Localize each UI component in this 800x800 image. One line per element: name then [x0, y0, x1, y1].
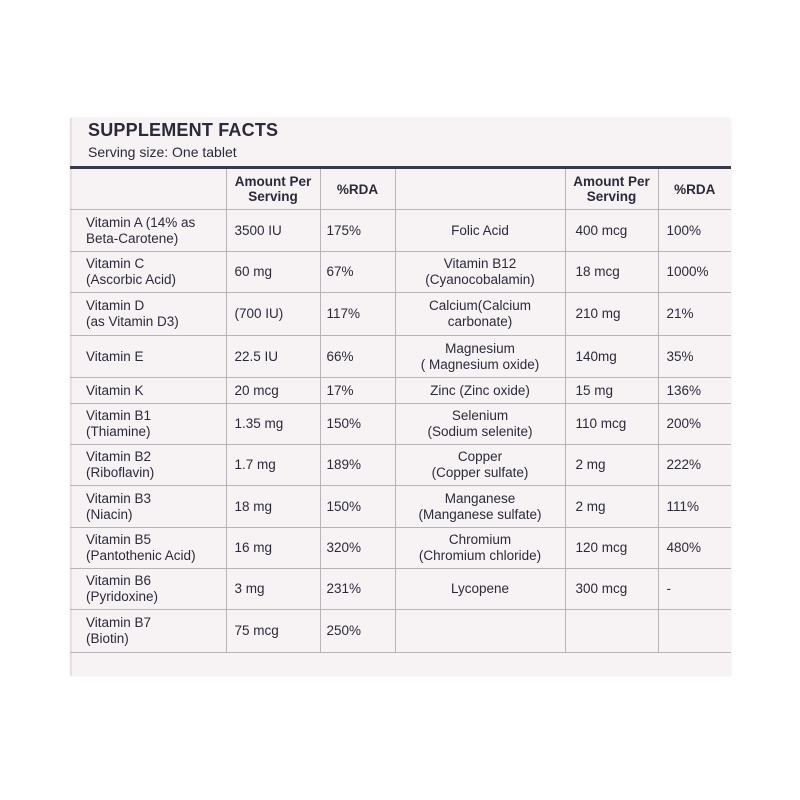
nutrient-name: Vitamin D (as Vitamin D3)	[86, 298, 179, 329]
nutrient-rda-cell	[320, 610, 395, 653]
nutrient-rda: 175%	[326, 222, 362, 238]
panel-title: SUPPLEMENT FACTS	[88, 120, 279, 140]
supplement-facts-label	[70, 118, 731, 676]
nutrient-name: Vitamin B1 (Thiamine)	[86, 408, 152, 439]
nutrient-name-cell	[395, 569, 565, 610]
nutrient-amount: 22.5 IU	[234, 348, 279, 364]
nutrient-rda: 1000%	[666, 264, 709, 279]
amount-header-right: Amount Per Serving	[565, 169, 658, 210]
nutrient-name: Vitamin C (Ascorbic Acid)	[86, 256, 177, 287]
nutrient-amount-cell	[565, 378, 658, 404]
nutrient-rda: 21%	[666, 306, 694, 321]
nutrient-amount-cell	[226, 336, 320, 378]
table-row	[70, 252, 731, 293]
nutrient-name-cell	[395, 378, 565, 404]
nutrient-rda: 136%	[666, 382, 702, 398]
nutrient-rda: 117%	[326, 306, 361, 321]
nutrient-name: Vitamin E	[86, 348, 144, 364]
nutrient-amount-cell	[226, 252, 320, 293]
nutrient-amount: 15 mg	[575, 382, 614, 398]
nutrient-amount-cell	[226, 569, 320, 610]
nutrient-name-cell	[70, 528, 226, 569]
nutrient-amount: 300 mcg	[575, 581, 628, 596]
nutrient-name: Vitamin A (14% as Beta-Carotene)	[86, 214, 196, 246]
nutrient-name-cell	[70, 569, 226, 610]
table-row	[70, 336, 731, 378]
nutrient-amount-cell	[565, 445, 658, 486]
nutrient-name-cell	[395, 293, 565, 336]
nutrient-rda: 200%	[666, 416, 702, 431]
nutrient-amount: 2 mg	[575, 457, 606, 472]
nutrient-name-cell	[395, 210, 565, 252]
nutrient-amount-cell	[565, 569, 658, 610]
nutrient-name: Vitamin B12 (Cyanocobalamin)	[425, 256, 535, 287]
nutrient-name-cell	[70, 210, 226, 252]
nutrient-amount-cell	[226, 293, 320, 336]
nutrient-rda-cell	[320, 378, 395, 404]
nutrient-rda: 250%	[326, 623, 362, 638]
nutrient-name-cell	[395, 252, 565, 293]
nutrient-amount: 120 mcg	[575, 540, 628, 555]
nutrient-rda-cell	[658, 252, 731, 293]
nutrient-name: Vitamin B6 (Pyridoxine)	[86, 573, 159, 604]
nutrient-rda: 222%	[666, 457, 702, 472]
nutrient-name-cell	[70, 404, 226, 445]
nutrient-amount: 1.35 mg	[234, 416, 284, 431]
nutrient-amount: 20 mcg	[234, 382, 279, 398]
nutrient-amount-cell	[565, 252, 658, 293]
table-row	[70, 378, 731, 404]
table-row	[70, 486, 731, 528]
nutrient-rda-cell	[658, 210, 731, 252]
nutrient-rda-cell	[320, 252, 395, 293]
nutrient-rda-cell	[658, 336, 731, 378]
nutrient-rda: 189%	[326, 457, 362, 472]
nutrient-amount-cell	[226, 378, 320, 404]
nutrient-name-cell	[395, 610, 565, 653]
nutrient-rda-cell	[320, 336, 395, 378]
nutrient-name: Lycopene	[450, 581, 510, 596]
nutrient-rda-cell	[658, 404, 731, 445]
nutrient-rda: 231%	[326, 581, 362, 596]
nutrient-name: Vitamin B7 (Biotin)	[86, 615, 152, 646]
nutrient-amount-cell	[565, 610, 658, 653]
nutrient-header-right	[395, 169, 565, 210]
nutrient-amount: 18 mg	[234, 498, 273, 514]
nutrient-amount: 16 mg	[234, 540, 273, 555]
nutrient-name-cell	[70, 378, 226, 404]
nutrient-rda-cell	[658, 486, 731, 528]
nutrient-amount: 3500 IU	[234, 222, 282, 238]
nutrient-rda-cell	[320, 293, 395, 336]
nutrient-name: Vitamin B5 (Pantothenic Acid)	[86, 532, 196, 563]
nutrient-name: Zinc (Zinc oxide)	[430, 382, 530, 398]
table-row	[70, 404, 731, 445]
nutrient-name: Selenium (Sodium selenite)	[427, 408, 533, 439]
nutrient-name: Folic Acid	[451, 222, 509, 238]
nutrient-rda-cell	[320, 528, 395, 569]
nutrient-name-cell	[70, 252, 226, 293]
nutrient-amount: 140mg	[575, 348, 617, 364]
nutrient-rda-cell	[658, 378, 731, 404]
nutrient-name-cell	[70, 610, 226, 653]
nutrient-name: Magnesium ( Magnesium oxide)	[420, 340, 540, 372]
nutrient-rda: 480%	[666, 540, 702, 555]
table-row	[70, 569, 731, 610]
nutrient-amount-cell	[565, 336, 658, 378]
nutrient-rda: 150%	[326, 416, 362, 431]
nutrient-amount-cell	[565, 486, 658, 528]
nutrient-amount: 60 mg	[234, 264, 273, 279]
nutrient-amount-cell	[226, 404, 320, 445]
nutrient-name: Copper (Copper sulfate)	[431, 449, 529, 480]
nutrient-rda: 17%	[326, 382, 354, 398]
nutrient-rda-cell	[320, 210, 395, 252]
nutrient-name: Vitamin B2 (Riboflavin)	[86, 449, 155, 480]
nutrient-amount: 75 mcg	[234, 623, 279, 638]
table-row	[70, 528, 731, 569]
nutrient-rda-cell	[320, 445, 395, 486]
nutrient-rda-cell	[658, 445, 731, 486]
nutrient-rda-cell	[658, 569, 731, 610]
nutrient-rda: 67%	[326, 264, 354, 279]
nutrient-name: Calcium(Calcium carbonate)	[428, 298, 531, 329]
nutrient-rda: 100%	[666, 222, 702, 238]
table-row	[70, 293, 731, 336]
amount-header-left: Amount Per Serving	[226, 169, 320, 210]
nutrient-name-cell	[395, 336, 565, 378]
nutrient-amount: 110 mcg	[575, 416, 627, 431]
nutrient-name-cell	[70, 445, 226, 486]
nutrient-rda-cell	[658, 528, 731, 569]
nutrient-rda: 35%	[666, 348, 694, 364]
nutrient-table	[70, 169, 731, 653]
nutrient-rda: -	[666, 581, 671, 596]
nutrient-rda-cell	[658, 610, 731, 653]
nutrient-name-cell	[395, 445, 565, 486]
nutrient-rda: 320%	[326, 540, 362, 555]
nutrient-rda-cell	[320, 569, 395, 610]
nutrient-amount-cell	[226, 445, 320, 486]
nutrient-rda: 66%	[326, 348, 354, 364]
nutrient-name: Chromium (Chromium chloride)	[418, 532, 542, 563]
nutrient-rda-cell	[658, 293, 731, 336]
nutrient-header-left	[70, 169, 226, 210]
nutrient-name: Manganese (Manganese sulfate)	[418, 490, 542, 522]
table-row	[70, 445, 731, 486]
table-row	[70, 610, 731, 653]
rda-header-right: %RDA	[658, 169, 731, 210]
table-row	[70, 210, 731, 252]
nutrient-rda-cell	[320, 404, 395, 445]
nutrient-amount-cell	[226, 210, 320, 252]
nutrient-amount-cell	[226, 610, 320, 653]
nutrient-amount-cell	[565, 210, 658, 252]
nutrient-name-cell	[395, 404, 565, 445]
nutrient-amount: 2 mg	[575, 498, 606, 514]
nutrient-name-cell	[70, 486, 226, 528]
nutrient-amount: 400 mcg	[575, 222, 628, 238]
rda-header-left: %RDA	[320, 169, 395, 210]
nutrient-name-cell	[395, 486, 565, 528]
nutrient-amount: (700 IU)	[234, 306, 284, 321]
nutrient-amount: 210 mg	[575, 306, 621, 321]
nutrient-name: Vitamin K	[86, 382, 144, 398]
nutrient-name-cell	[70, 336, 226, 378]
nutrient-rda: 150%	[326, 498, 362, 514]
nutrient-amount: 3 mg	[234, 581, 265, 596]
nutrient-name: Vitamin B3 (Niacin)	[86, 490, 152, 522]
nutrient-amount-cell	[565, 404, 658, 445]
nutrient-amount: 1.7 mg	[234, 457, 276, 472]
nutrient-amount-cell	[226, 486, 320, 528]
nutrient-name-cell	[70, 293, 226, 336]
serving-size: Serving size: One tablet	[88, 144, 237, 160]
table-header-row	[70, 169, 731, 210]
nutrient-amount-cell	[565, 528, 658, 569]
nutrient-amount: 18 mcg	[575, 264, 620, 279]
nutrient-rda: 111%	[666, 498, 700, 514]
nutrient-rda-cell	[320, 486, 395, 528]
nutrient-amount-cell	[565, 293, 658, 336]
nutrient-name-cell	[395, 528, 565, 569]
nutrient-amount-cell	[226, 528, 320, 569]
